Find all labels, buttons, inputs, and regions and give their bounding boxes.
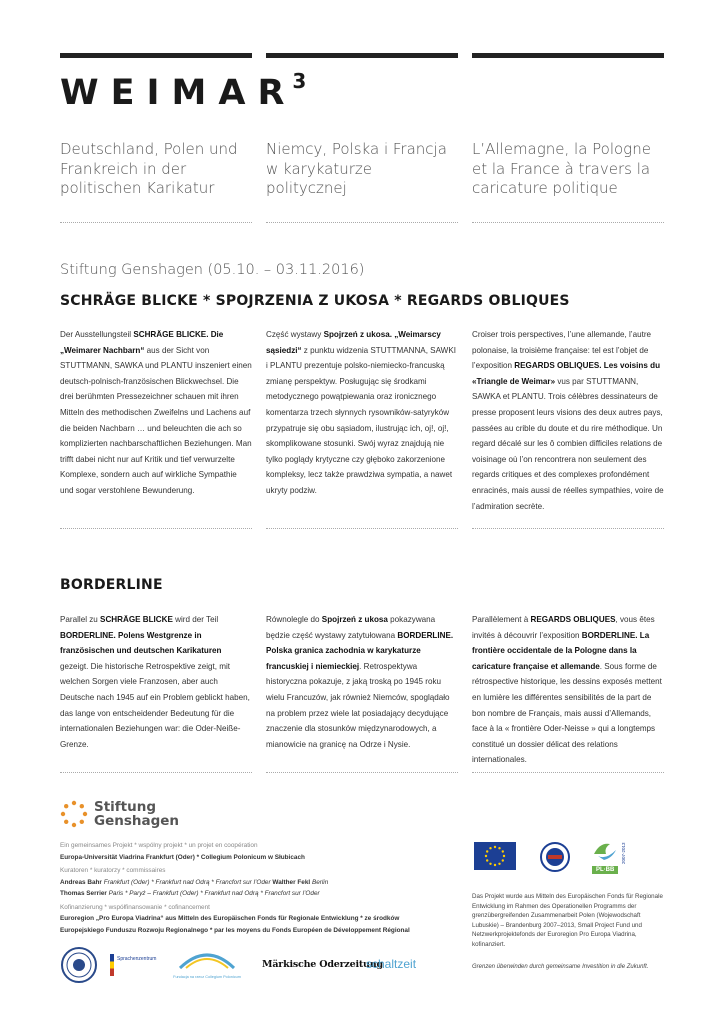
- section-heading: SCHRÄGE BLICKE * SPOJRZENIA Z UKOSA * REGARDS OBLIQUES: [60, 293, 570, 309]
- dotted-circle-icon: [60, 800, 88, 828]
- funding-label: Kofinanzierung * współfinansowanie * cofinancement: [60, 903, 210, 911]
- divider: [60, 222, 252, 223]
- flag-icon: [110, 954, 114, 976]
- viadrina-seal-logo: [60, 946, 98, 984]
- euroregion-logo-icon: [540, 842, 570, 872]
- project-partners: Europa-Universität Viadrina Frankfurt (Oder) * Collegium Polonicum w Słubicach: [60, 853, 305, 861]
- logo-wordmark: Stiftung Genshagen: [94, 799, 180, 829]
- divider: [472, 222, 664, 223]
- divider: [472, 772, 664, 773]
- exhibition-dates: Stiftung Genshagen (05.10. – 03.11.2016): [60, 262, 365, 278]
- borderline-column-pl: Równolegle do Spojrzeń z ukosa pokazywana będzie część wystawy zatytułowana BORDERLINE. Polska granica zachodnia w karykaturze francuskiej i niemieckiej. Retrospektywa historyczna pokazuje, z jaką troską po 1945 roku wielu Francuzów, jak również Niemców, spoglądało na problem przez wiele lat posiadający decydujące znaczenie dla stosunków międzynarodowych, a mianowicie na granicę na Odrze i Nysie.: [266, 615, 454, 749]
- collegium-foundation-logo: Fundacja na rzecz Collegium Polonicum: [172, 948, 242, 980]
- title-superscript: 3: [292, 69, 307, 93]
- credits: [60, 840, 440, 936]
- section-heading-borderline: BORDERLINE: [60, 577, 163, 593]
- plbb-emblem-icon: [592, 840, 618, 864]
- eu-motto: Grenzen überwinden durch gemeinsame Investition in die Zukunft.: [472, 964, 649, 970]
- curators-line-2: Thomas Serrier Paris * Paryż – Frankfurt (Oder) * Frankfurt nad Odrą * Francfort sur l’Oder: [60, 890, 320, 897]
- funding-line-1: Euroregion „Pro Europa Viadrina“ aus Mitteln des Europäischen Fonds für Regionale Entwicklung * ze środków: [60, 915, 400, 922]
- text-column-pl: Część wystawy Spojrzeń z ukosa. „Weimarscy sąsiedzi“ z punktu widzenia STUTTMANNA, SAWKI i PLANTU prezentuje polsko-niemiecko-francuską zmianę perspektyw. Posługując się środkami metodycznego powątpiewania oraz ironicznego komentarza trzech słynnych rysowników-satyryków przypatruje się obu sąsiadom, ilustrując ich, oj!, oj!, skomplikowane stosunki. Swój wyraz znajdują nie tylko poglądy krytyczne czy głęboko zakorzenione kompleksy, lecz także prawdziwa sympatia, a nawet ukryty podziw.: [266, 330, 456, 495]
- plbb-logo: 2007-2013: [592, 840, 656, 864]
- top-bar-2: [266, 53, 458, 58]
- borderline-column-de: Parallel zu SCHRÄGE BLICKE wird der Teil BORDERLINE. Polens Westgrenze in französischen und deutschen Karikaturen gezeigt. Die historische Retrospektive zeigt, mit welchen Sorgen viele Franzosen, aber auch Deutsche nach 1945 auf ein Problem geblickt haben, das lange von entscheidender Bedeutung für die internationalen Beziehungen war: die Oder-Neiße-Grenze.: [60, 615, 250, 749]
- schaltzeit-logo: schaltzeit: [366, 957, 417, 971]
- top-bar-1: [60, 53, 252, 58]
- divider: [60, 528, 252, 529]
- divider: [266, 222, 458, 223]
- divider: [266, 528, 458, 529]
- curators-line-1: Andreas Bahr Frankfurt (Oder) * Frankfurt nad Odrą * Francfort sur l’Oder Walther Fekl Berlin: [60, 878, 329, 886]
- divider: [266, 772, 458, 773]
- plbb-label: PL·BB: [592, 866, 618, 874]
- sprachenzentrum-logo: Sprachenzentrum: [110, 954, 156, 976]
- funding-line-2: Europejskiego Funduszu Rozwoju Regionalnego * par les moyens du Fonds Européen de Développement Régional: [60, 926, 410, 934]
- eu-funding-text: Das Projekt wurde aus Mitteln des Europäischen Fonds für Regionale Entwicklung im Rahmen des Operationellen Programms der grenzübergreifenden Zusammenarbeit Polen (Wojewodschaft Lubuskie) – Brandenburg 2007–2013, Small Project Fund und Netzwerkprojektefonds der Euroregion Pro Europa Viadrina, kofinanziert.: [472, 893, 663, 948]
- project-label: Ein gemeinsames Projekt * wspólny projekt * un projet en coopération: [60, 842, 258, 849]
- arc-icon: [176, 948, 238, 970]
- subtitle-pl: Niemcy, Polska i Francja w karykaturze politycznej: [266, 140, 447, 197]
- divider: [60, 772, 252, 773]
- top-bar-3: [472, 53, 664, 58]
- subtitle-de: Deutschland, Polen und Frankreich in der politischen Karikatur: [60, 140, 238, 197]
- divider: [472, 528, 664, 529]
- text-column-de: Der Ausstellungsteil SCHRÄGE BLICKE. Die „Weimarer Nachbarn“ aus der Sicht von STUTTMANN, SAWKA und PLANTU inszeniert einen deutsch-polnisch-französischen Blickwechsel. Die drei berühmten Pressezeichner schauen mit ihren Mitteln des methodischen Zweifelns und Lachens auf die beiden Nachbarn … und beleuchten die ach so komplizierten nachbarschaftlichen Beziehungen. Man trifft dabei nicht nur auf Kritik und tief verwurzelte Komplexe, sondern auch auf wirkliche Sympathie und sogar verstohlene Bewunderung.: [60, 330, 252, 495]
- borderline-column-fr: Parallèlement à REGARDS OBLIQUES, vous êtes invités à découvrir l’exposition BORDERLINE. La frontière occidentale de la Pologne dans la caricature française et allemande. Sous forme de rétrospective historique, les dessins exposés mettent en lumière les différentes sensibilités de la part de bon nombre de Français, mais aussi d’Allemands, face à la « frontière Oder-Neisse » qui a longtemps constitué un dossier délicat des relations internationales.: [472, 615, 662, 765]
- eu-flag-icon: [474, 842, 516, 870]
- subtitle-fr: L’Allemagne, la Pologne et la France à travers la caricature politique: [472, 140, 651, 197]
- maerkische-oderzeitung-logo: Märkische Oderzeitung: [262, 959, 383, 970]
- stiftung-genshagen-logo: [60, 800, 179, 828]
- curators-label: Kuratoren * kuratorzy * commissaires: [60, 867, 166, 874]
- page-title: WEIMAR$^3$: [60, 69, 307, 113]
- text-column-fr: Croiser trois perspectives, l’une allemande, l’autre polonaise, la troisième française: tel est l’objet de l’exposition REGARDS OBLIQUES. Les voisins du «Triangle de Weimar» vus par STUTTMANN, SAWKA et PLANTU. Trois célèbres dessinateurs de presse proposent leurs visions des deux autres pays, passées au crible du doute et du rire méthodique. Un regard décalé sur les ô combien difficiles relations de voisinage où l’on rencontrera non seulement des regards critiques et des complexes profondément enracinés, mais aussi de réelles sympathies, voire de l’admiration secrète.: [472, 330, 664, 511]
